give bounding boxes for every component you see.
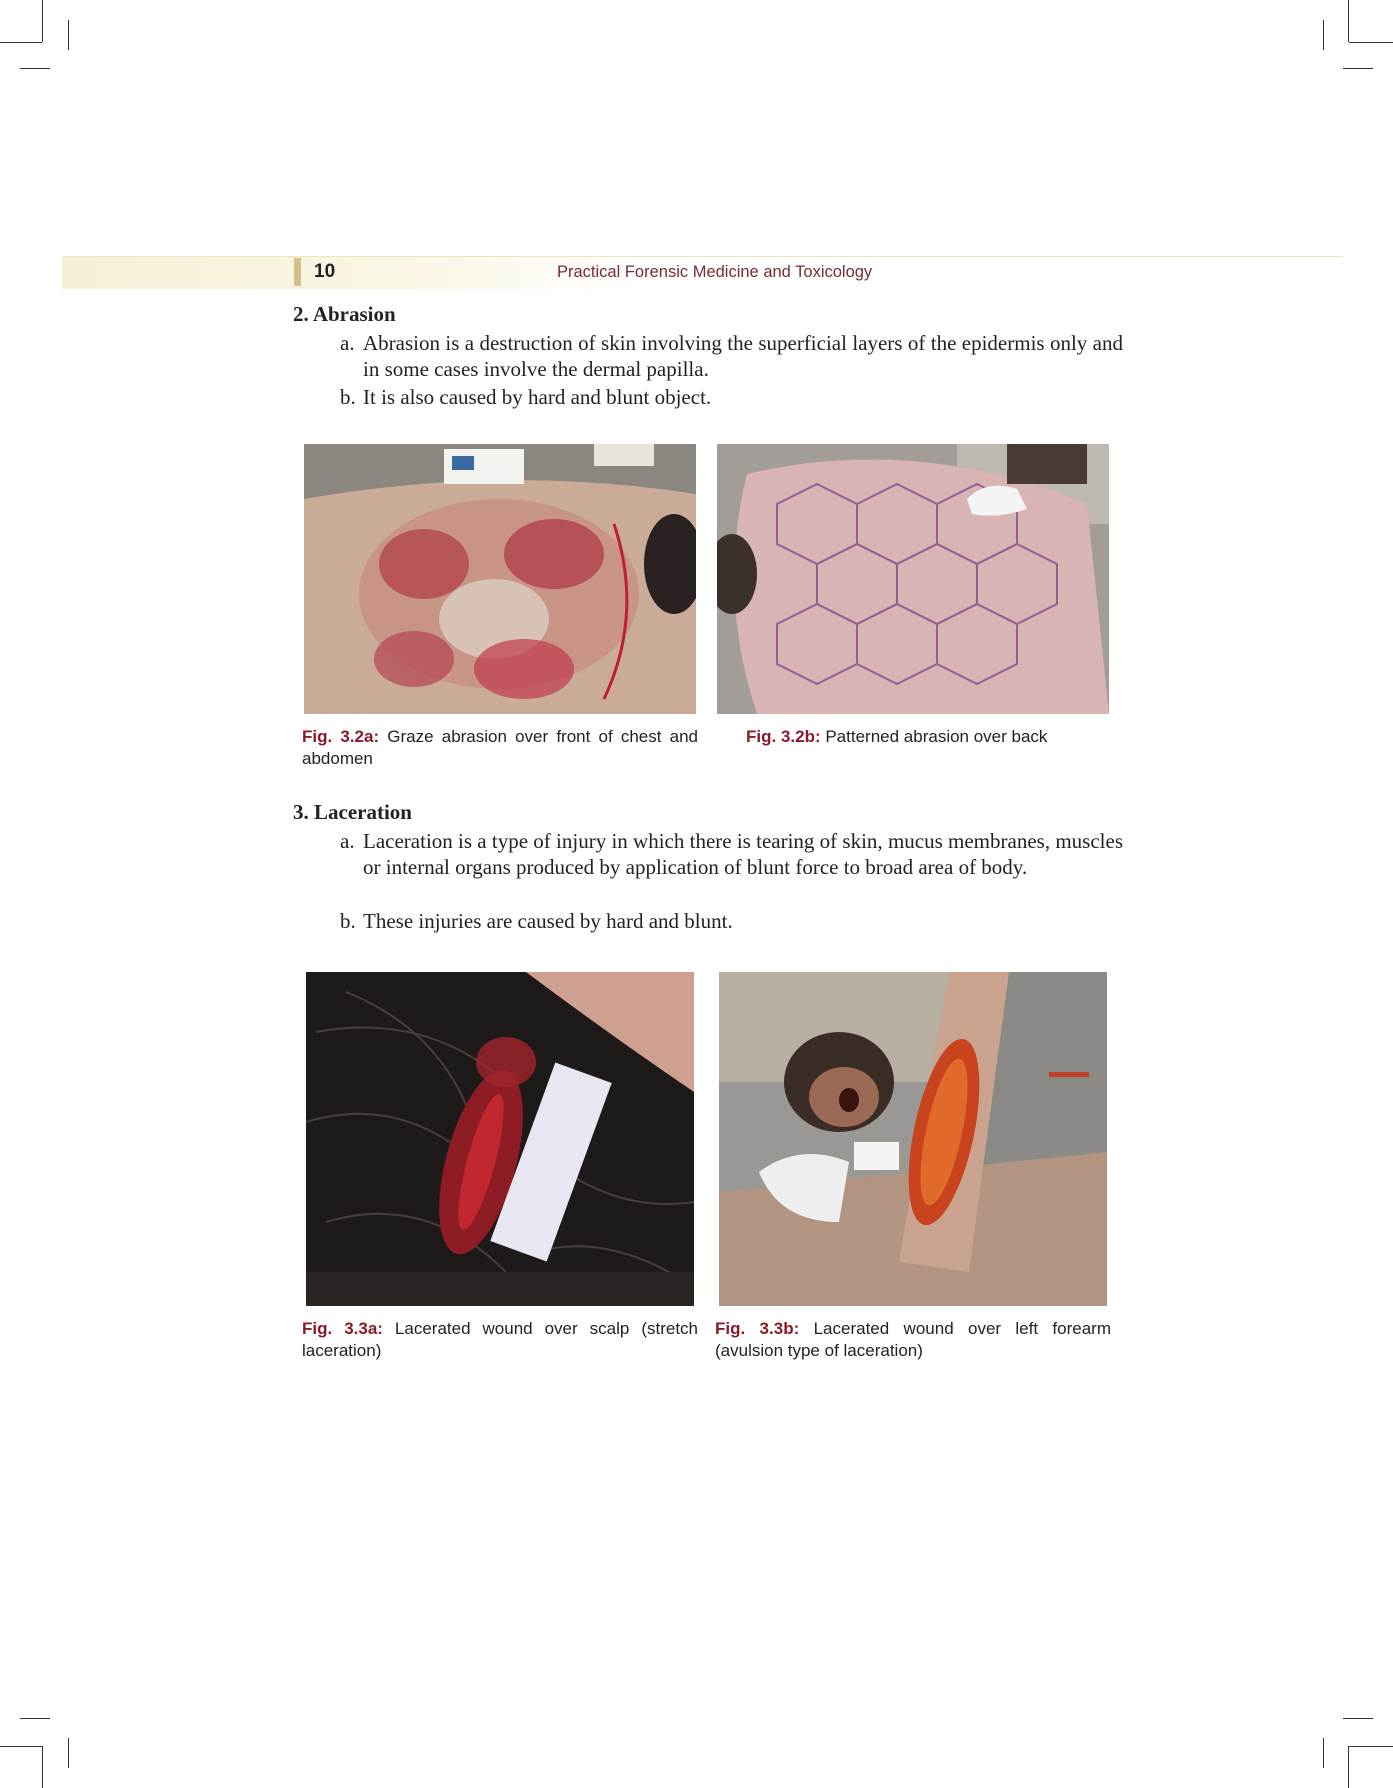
page-number: 10	[314, 261, 336, 282]
crop-mark	[1343, 68, 1373, 69]
figure-caption-3-3a	[302, 1318, 698, 1362]
running-title: Practical Forensic Medicine and Toxicology	[557, 263, 873, 281]
crop-mark	[42, 1746, 43, 1788]
photo-back-patterned-abrasion	[717, 444, 1109, 714]
figure-label: Fig. 3.2a:	[302, 727, 380, 746]
crop-mark	[1343, 1718, 1373, 1719]
list-item	[340, 330, 1140, 382]
item-text: These injuries are caused by hard and blunt.	[363, 909, 733, 933]
crop-mark	[0, 1746, 42, 1747]
crop-mark	[1349, 42, 1393, 43]
crop-mark	[68, 1738, 69, 1768]
crop-mark	[1323, 20, 1324, 50]
crop-mark	[1349, 1746, 1393, 1747]
crop-mark	[20, 68, 50, 69]
figure-caption-text: Graze abrasion over front of chest and abdomen	[302, 727, 699, 768]
crop-mark	[20, 1718, 50, 1719]
item-text: Abrasion is a destruction of skin involving the superficial layers of the epidermis only and in some cases involve the dermal papilla.	[363, 331, 1123, 381]
list-item	[340, 384, 1140, 410]
section-heading-abrasion: 2. Abrasion	[293, 302, 396, 326]
figure-caption-3-2a	[302, 726, 698, 770]
figure-caption-text: Patterned abrasion over back	[820, 727, 1048, 746]
crop-mark	[1348, 0, 1349, 42]
crop-mark	[42, 0, 43, 42]
figure-caption-text: Lacerated wound over left forearm (avulsion type of laceration)	[715, 1319, 1111, 1360]
photo-forearm-avulsion-laceration	[719, 972, 1107, 1306]
photo-chest-abrasion	[304, 444, 696, 714]
photo-scalp-laceration	[306, 972, 694, 1306]
figure-label: Fig. 3.2b:	[746, 727, 821, 746]
list-item	[340, 908, 1140, 934]
figure-label: Fig. 3.3b:	[715, 1319, 800, 1338]
figure-caption-3-3b	[715, 1318, 1111, 1362]
crop-mark	[1348, 1746, 1349, 1788]
figure-label: Fig. 3.3a:	[302, 1319, 383, 1338]
figure-caption-3-2b	[746, 726, 1106, 748]
item-text: It is also caused by hard and blunt object.	[363, 385, 712, 409]
item-label: a.	[340, 331, 355, 355]
section-heading-laceration: 3. Laceration	[293, 800, 412, 824]
crop-mark	[68, 20, 69, 50]
figure-caption-text: Lacerated wound over scalp (stretch laceration)	[302, 1319, 698, 1360]
list-item	[340, 828, 1140, 880]
item-label: a.	[340, 829, 355, 853]
item-label: b.	[340, 909, 356, 933]
crop-mark	[0, 42, 42, 43]
header-tab	[294, 258, 301, 286]
crop-mark	[1323, 1738, 1324, 1768]
item-label: b.	[340, 385, 356, 409]
item-text: Laceration is a type of injury in which there is tearing of skin, mucus membranes, muscles or internal organs produced by application of blunt force to broad area of body.	[363, 829, 1123, 879]
